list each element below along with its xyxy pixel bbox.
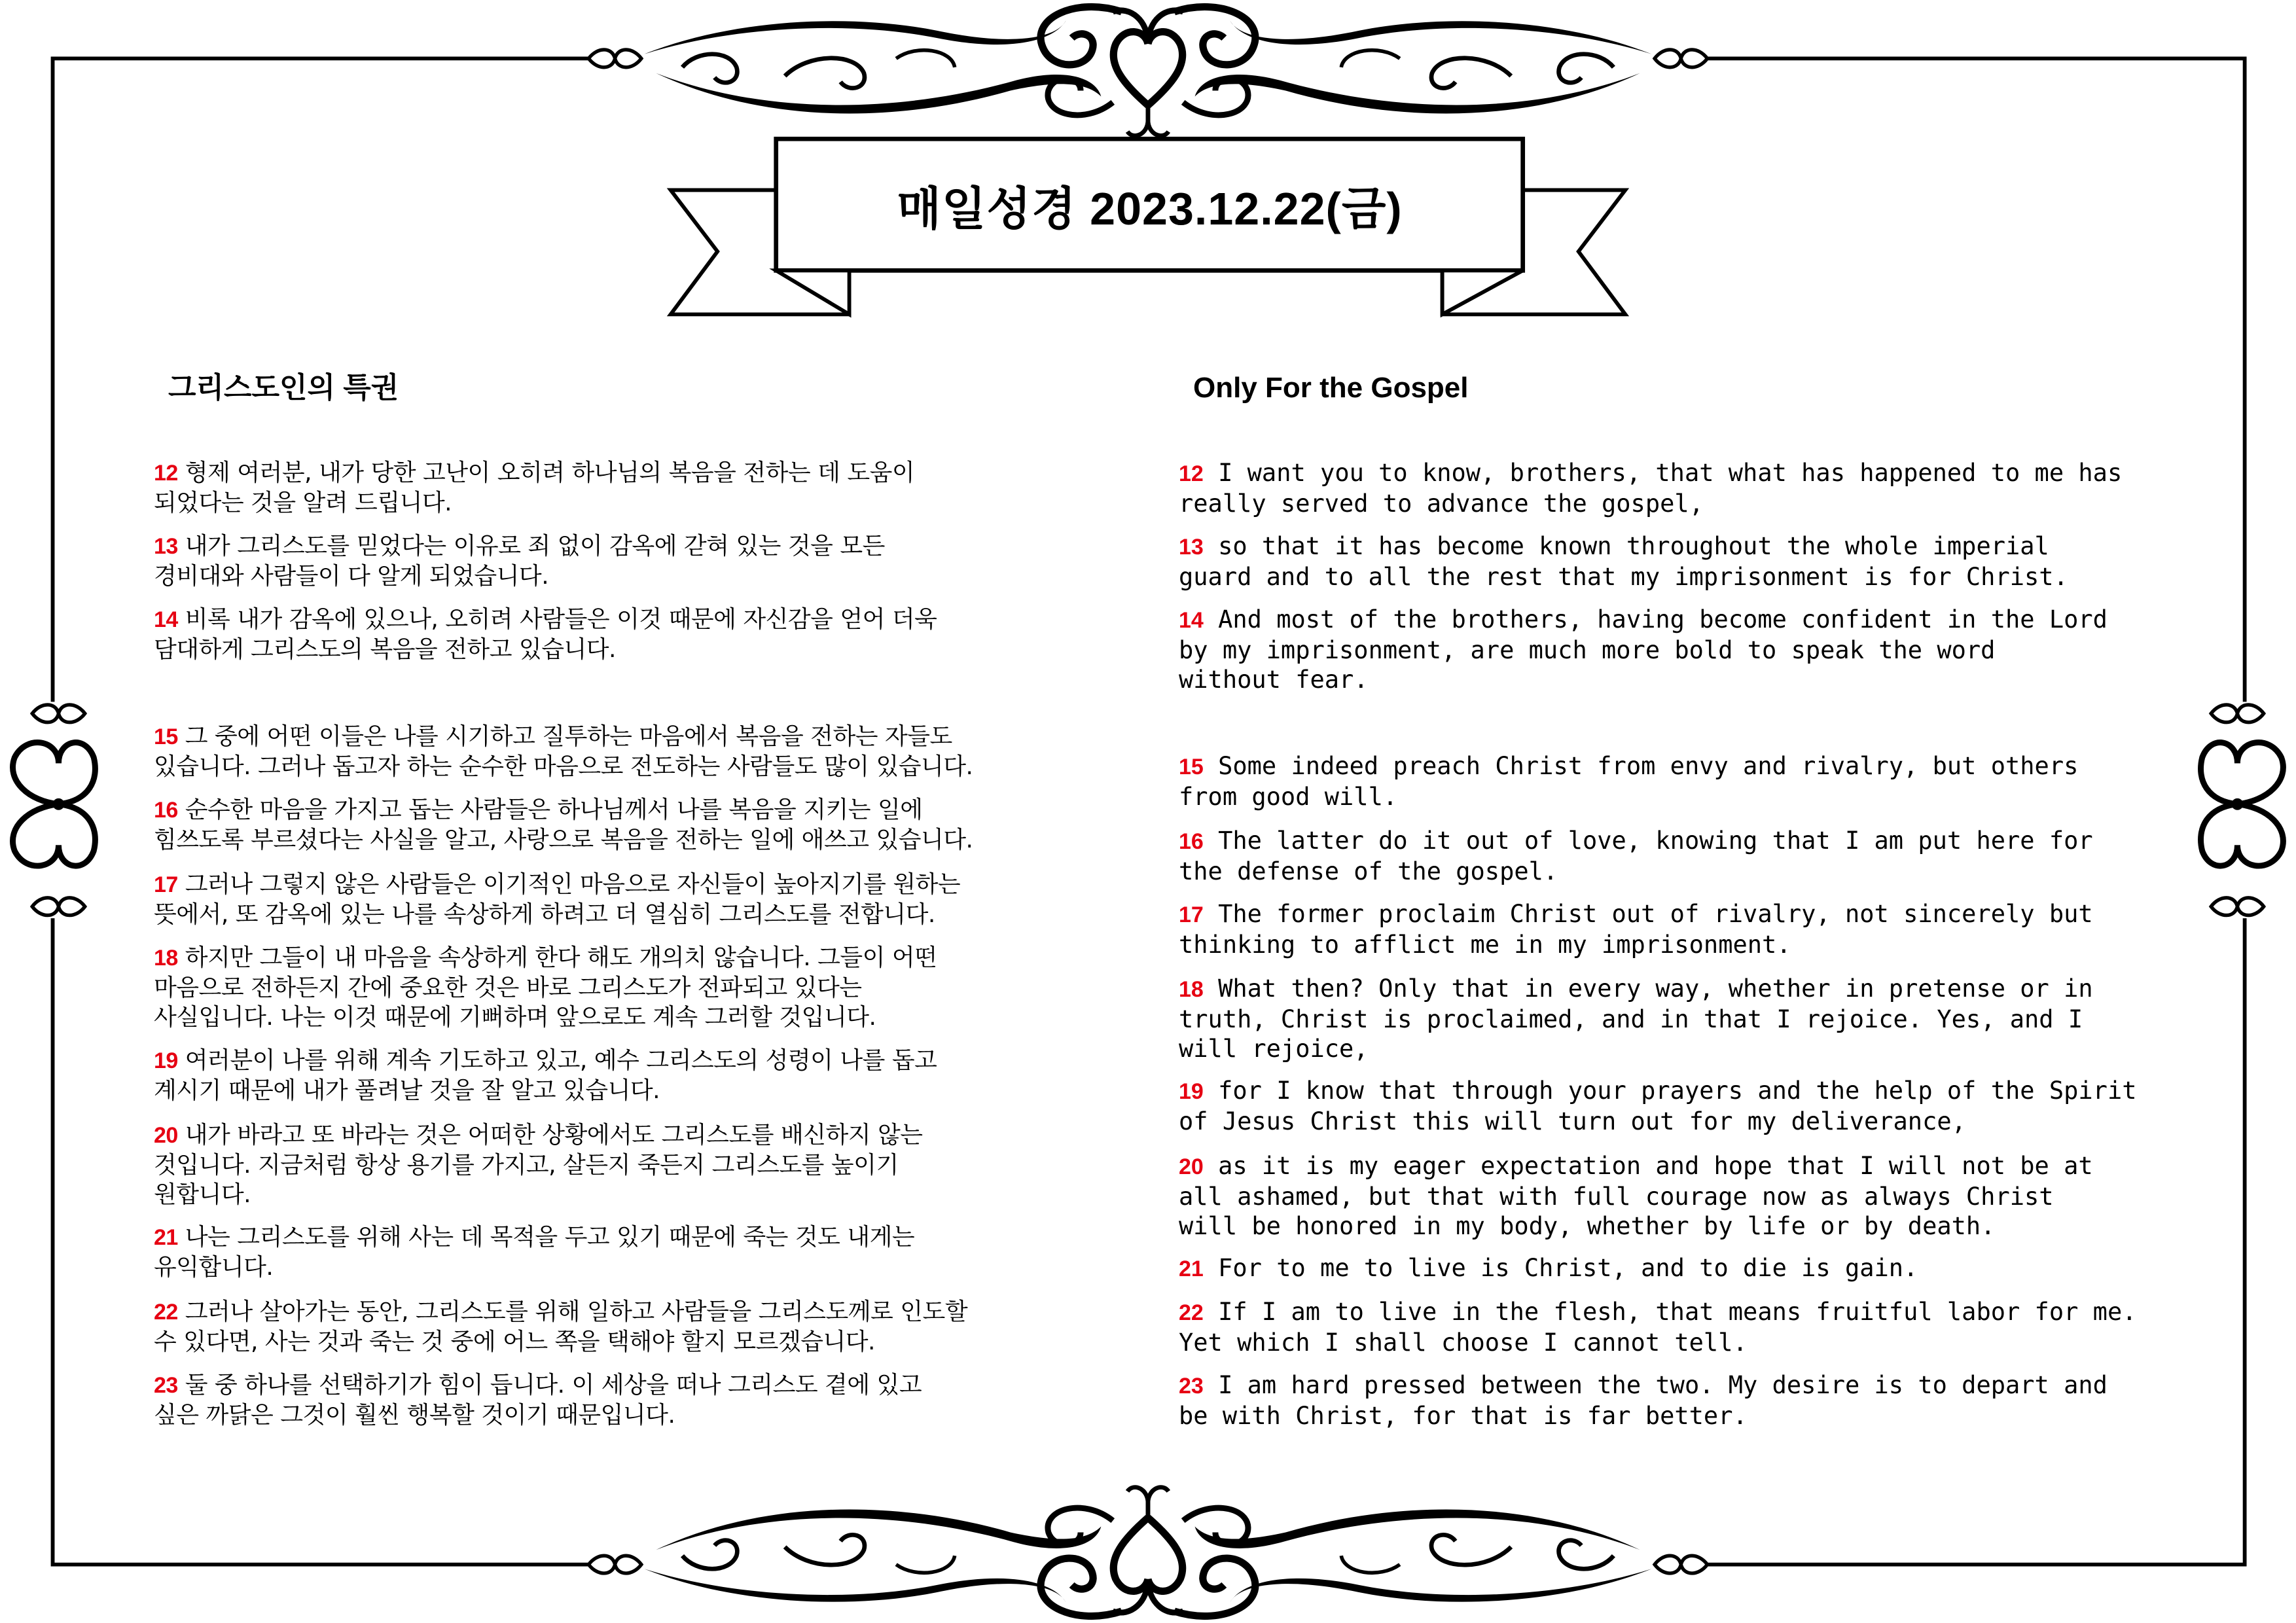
verse-15-en bbox=[1179, 751, 2213, 812]
verse-13-en bbox=[1179, 531, 2213, 592]
verse-12-ko bbox=[154, 458, 1165, 518]
verse-text: What then? Only that in every way, whether in pretense or in truth, Christ is proclaimed, and in that I rejoice. Yes, and I will rejoice, bbox=[1179, 974, 2093, 1063]
verse-20-ko bbox=[154, 1120, 1165, 1209]
verse-text: 둘 중 하나를 선택하기가 힘이 듭니다. 이 세상을 떠나 그리스도 곁에 있고 싶은 까닭은 그것이 훨씬 행복할 것이기 때문입니다. bbox=[154, 1372, 922, 1429]
verse-number: 15 bbox=[1179, 755, 1204, 779]
verse-number: 22 bbox=[154, 1300, 178, 1325]
verse-17-en bbox=[1179, 899, 2213, 959]
verse-15-ko bbox=[154, 722, 1165, 781]
verse-number: 23 bbox=[1179, 1374, 1204, 1399]
verse-number: 22 bbox=[1179, 1300, 1204, 1325]
verse-number: 23 bbox=[154, 1373, 178, 1398]
verse-number: 14 bbox=[154, 607, 178, 632]
verse-text: 나는 그리스도를 위해 사는 데 목적을 두고 있기 때문에 죽는 것도 내게는 유익합니다. bbox=[154, 1224, 915, 1281]
verse-number: 15 bbox=[154, 724, 178, 749]
verse-text: The former proclaim Christ out of rivalry, not sincerely but thinking to afflict me in my imprisonment. bbox=[1179, 900, 2093, 959]
right-ornament bbox=[2201, 705, 2284, 916]
verse-22-ko bbox=[154, 1297, 1165, 1357]
verse-number: 19 bbox=[1179, 1079, 1204, 1104]
verse-number: 20 bbox=[154, 1123, 178, 1148]
verse-19-en bbox=[1179, 1076, 2213, 1136]
verse-text: 여러분이 나를 위해 계속 기도하고 있고, 예수 그리스도의 성령이 나를 돕고 계시기 때문에 내가 풀려날 것을 잘 알고 있습니다. bbox=[154, 1047, 937, 1104]
verse-number: 19 bbox=[154, 1048, 178, 1073]
verse-text: I am hard pressed between the two. My desire is to depart and be with Christ, for that is far better. bbox=[1179, 1371, 2108, 1430]
verse-number: 21 bbox=[154, 1225, 178, 1250]
verse-number: 21 bbox=[1179, 1257, 1204, 1281]
verse-number: 12 bbox=[1179, 461, 1204, 486]
verse-text: as it is my eager expectation and hope that I will not be at all ashamed, but that with full courage now as always Christ will be honored in my body, whether by life or by death. bbox=[1179, 1152, 2093, 1240]
verse-18-ko bbox=[154, 943, 1165, 1032]
verse-text: 그 중에 어떤 이들은 나를 시기하고 질투하는 마음에서 복음을 전하는 자들도 있습니다. 그러나 돕고자 하는 순수한 마음으로 전도하는 사람들도 많이 있습니다. bbox=[154, 723, 973, 780]
verse-text: 형제 여러분, 내가 당한 고난이 오히려 하나님의 복음을 전하는 데 도움이 되었다는 것을 알려 드립니다. bbox=[154, 459, 915, 516]
verse-23-ko bbox=[154, 1370, 1165, 1430]
verse-text: 그러나 살아가는 동안, 그리스도를 위해 일하고 사람들을 그리스도께로 인도할 수 있다면, 사는 것과 죽는 것 중에 어느 쪽을 택해야 할지 모르겠습니다. bbox=[154, 1298, 968, 1355]
verse-text: 그러나 그렇지 않은 사람들은 이기적인 마음으로 자신들이 높아지기를 원하는 뜻에서, 또 감옥에 있는 나를 속상하게 하려고 더 열심히 그리스도를 전합니다. bbox=[154, 871, 961, 928]
verse-text: And most of the brothers, having become confident in the Lord by my imprisonment, are much more bold to speak the word without fear. bbox=[1179, 605, 2108, 694]
verse-number: 13 bbox=[1179, 535, 1204, 560]
verse-number: 12 bbox=[154, 461, 178, 486]
verse-text: for I know that through your prayers and the help of the Spirit of Jesus Christ this will turn out for my deliverance, bbox=[1179, 1077, 2137, 1135]
verse-number: 18 bbox=[154, 946, 178, 971]
left-ornament bbox=[13, 705, 96, 916]
page-title: 매일성경 2023.12.22(금) bbox=[897, 183, 1403, 234]
verse-text: For to me to live is Christ, and to die is gain. bbox=[1218, 1254, 1918, 1282]
top-ornament bbox=[588, 7, 1707, 135]
verse-22-en bbox=[1179, 1297, 2213, 1357]
english-heading: Only For the Gospel bbox=[1193, 372, 1469, 404]
verse-text: Some indeed preach Christ from envy and rivalry, but others from good will. bbox=[1179, 752, 2079, 811]
verse-16-ko bbox=[154, 795, 1165, 855]
verse-text: 내가 그리스도를 믿었다는 이유로 죄 없이 감옥에 갇혀 있는 것을 모든 경비대와 사람들이 다 알게 되었습니다. bbox=[154, 533, 885, 590]
verse-text: so that it has become known throughout the whole imperial guard and to all the rest that my imprisonment is for Christ. bbox=[1179, 532, 2068, 591]
verse-text: I want you to know, brothers, that what has happened to me has really served to advance the gospel, bbox=[1179, 459, 2123, 518]
verse-text: 비록 내가 감옥에 있으나, 오히려 사람들은 이것 때문에 자신감을 얻어 더욱 담대하게 그리스도의 복음을 전하고 있습니다. bbox=[154, 606, 937, 663]
verse-20-en bbox=[1179, 1151, 2213, 1241]
verse-13-ko bbox=[154, 531, 1165, 591]
verse-number: 17 bbox=[154, 872, 178, 897]
verse-number: 16 bbox=[1179, 829, 1204, 854]
verse-12-en bbox=[1179, 458, 2213, 518]
verse-21-ko bbox=[154, 1222, 1165, 1282]
verse-number: 17 bbox=[1179, 902, 1204, 927]
verse-21-en bbox=[1179, 1253, 2213, 1284]
verse-14-ko bbox=[154, 605, 1165, 664]
verse-text: The latter do it out of love, knowing that I am put here for the defense of the gospel. bbox=[1179, 827, 2093, 885]
korean-heading: 그리스도인의 특권 bbox=[168, 372, 399, 404]
verse-19-ko bbox=[154, 1046, 1165, 1105]
verse-18-en bbox=[1179, 974, 2213, 1063]
verse-number: 13 bbox=[154, 534, 178, 559]
verse-number: 14 bbox=[1179, 608, 1204, 633]
verse-text: 하지만 그들이 내 마음을 속상하게 한다 해도 개의치 않습니다. 그들이 어떤 마음으로 전하든지 간에 중요한 것은 바로 그리스도가 전파되고 있다는 사실입니다. 나는 이것 때문에 기뻐하며 앞으로도 계속 그러할 것입니다. bbox=[154, 944, 937, 1031]
verse-text: 순수한 마음을 가지고 돕는 사람들은 하나님께서 나를 복음을 지키는 일에 힘쓰도록 부르셨다는 사실을 알고, 사랑으로 복음을 전하는 일에 애쓰고 있습니다. bbox=[154, 796, 973, 853]
bottom-ornament bbox=[588, 1488, 1707, 1616]
verse-16-en bbox=[1179, 826, 2213, 886]
verse-17-ko bbox=[154, 870, 1165, 929]
verse-number: 18 bbox=[1179, 977, 1204, 1002]
verse-number: 16 bbox=[154, 798, 178, 823]
verse-14-en bbox=[1179, 605, 2213, 694]
verse-23-en bbox=[1179, 1370, 2213, 1431]
verse-text: 내가 바라고 또 바라는 것은 어떠한 상황에서도 그리스도를 배신하지 않는 것입니다. 지금처럼 항상 용기를 가지고, 살든지 죽든지 그리스도를 높이기 원합니다. bbox=[154, 1122, 923, 1208]
verse-text: If I am to live in the flesh, that means fruitful labor for me. Yet which I shall choose I cannot tell. bbox=[1179, 1298, 2137, 1357]
verse-number: 20 bbox=[1179, 1154, 1204, 1179]
